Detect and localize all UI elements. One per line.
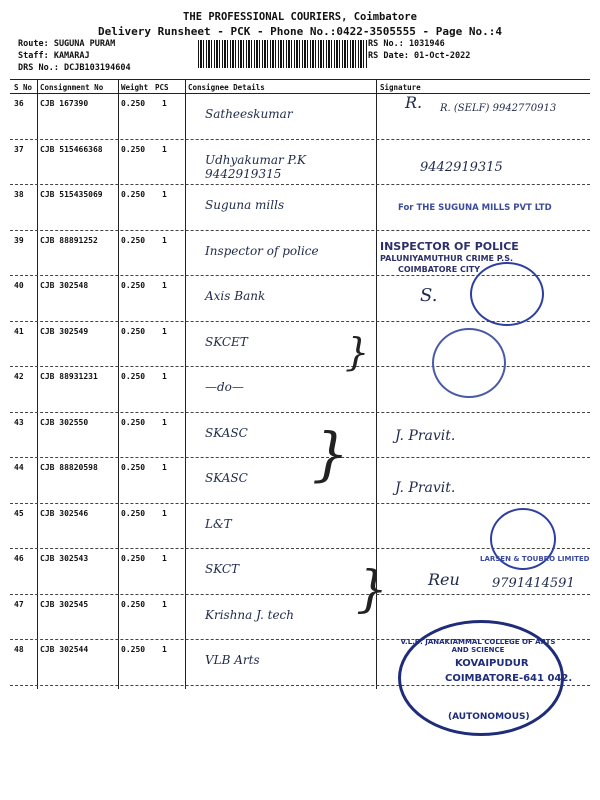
cell-pcs: 1 (162, 326, 167, 336)
cell-consignee: SKCET (205, 334, 248, 349)
cell-consignee: SKCT (205, 562, 240, 576)
col-consignment: Consignment No (40, 83, 104, 92)
cell-sno: 48 (14, 645, 24, 654)
table-top-border (10, 79, 590, 80)
col-pcs: PCS (155, 83, 169, 92)
cell-pcs: 1 (162, 554, 167, 563)
vlb-stamp-line1: KOVAIPUDUR (455, 658, 529, 669)
vlb-stamp-line2: COIMBATORE-641 042. (445, 673, 573, 684)
cell-weight: 0.250 (121, 281, 146, 290)
cell-consignment: CJB 302543 (40, 554, 89, 563)
row-divider (10, 412, 590, 413)
col-divider (185, 79, 186, 689)
axis-bank-seal (470, 262, 544, 326)
cell-pcs: 1 (162, 463, 167, 472)
cell-weight: 0.250 (121, 417, 146, 427)
cell-sno: 45 (14, 508, 24, 518)
route-label: Route: SUGUNA PURAM (18, 39, 116, 49)
cell-weight: 0.250 (121, 326, 146, 336)
cell-consignee: L&T (205, 516, 232, 531)
row-divider (10, 184, 590, 185)
brace-46-47: } (356, 560, 388, 618)
cell-consignment: CJB 88891252 (40, 235, 98, 245)
cell-pcs: 1 (162, 645, 167, 654)
cell-pcs: 1 (162, 599, 167, 609)
col-signature: Signature (380, 83, 421, 92)
signature-40: S. (420, 285, 438, 306)
cell-pcs: 1 (162, 190, 167, 199)
cell-consignee: Axis Bank (205, 289, 266, 303)
vlb-stamp-line3: (AUTONOMOUS) (448, 712, 530, 722)
col-divider (118, 79, 119, 689)
cell-consignment: CJB 302549 (40, 326, 89, 336)
cell-consignee: Inspector of police (205, 243, 319, 258)
police-stamp-line1: INSPECTOR OF POLICE (380, 240, 519, 253)
cell-consignee: SKASC (205, 471, 248, 485)
barcode (198, 40, 368, 68)
cell-weight: 0.250 (121, 144, 146, 154)
cell-sno: 42 (14, 372, 24, 381)
police-stamp-line2: PALUNIYAMUTHUR CRIME P.S. (380, 254, 514, 263)
cell-weight: 0.250 (121, 554, 146, 563)
col-sno: S No (14, 83, 33, 92)
police-stamp-line3: COIMBATORE CITY (398, 265, 481, 274)
drs-label: DRS No.: DCJB103194604 (18, 63, 131, 73)
cell-pcs: 1 (162, 508, 167, 518)
company-title: THE PROFESSIONAL COURIERS, Coimbatore (183, 11, 417, 23)
cell-sno: 36 (14, 99, 24, 108)
cell-consignment: CJB 302545 (40, 599, 89, 609)
cell-sno: 41 (14, 326, 24, 336)
signature-43: J. Pravit. (395, 428, 456, 444)
cell-sno: 37 (14, 144, 24, 154)
cell-pcs: 1 (162, 235, 167, 245)
vlb-stamp-name: V.L.B. JANAKIAMMAL COLLEGE OF ARTS AND SCIENCE (400, 638, 556, 654)
cell-weight: 0.250 (121, 599, 146, 609)
cell-consignment: CJB 88820598 (40, 463, 98, 472)
staff-label: Staff: KAMARAJ (18, 51, 90, 61)
cell-consignee: Udhyakumar P.K 9442919315 (205, 152, 306, 181)
cell-consignment: CJB 302550 (40, 417, 89, 427)
cell-pcs: 1 (162, 372, 167, 381)
suguna-stamp: For THE SUGUNA MILLS PVT LTD (398, 203, 552, 213)
row-divider (10, 457, 590, 458)
cell-pcs: 1 (162, 417, 167, 427)
rs-date: RS Date: 01-Oct-2022 (368, 51, 471, 61)
cell-consignee: SKASC (205, 425, 248, 440)
cell-weight: 0.250 (121, 645, 146, 654)
cell-consignment: CJB 88931231 (40, 372, 98, 381)
cell-consignee: Suguna mills (205, 198, 285, 212)
header-bottom-border (10, 93, 590, 94)
row-divider (10, 503, 590, 504)
cell-sno: 44 (14, 463, 24, 472)
row-divider (10, 139, 590, 140)
signature-46-phone: 9791414591 (492, 576, 575, 591)
signature-36-phone: R. (SELF) 9942770913 (440, 103, 557, 114)
cell-sno: 46 (14, 554, 24, 563)
cell-sno: 43 (14, 417, 24, 427)
lt-stamp-name: LARSEN & TOUBRO LIMITED (480, 555, 590, 563)
cell-consignment: CJB 302548 (40, 281, 89, 290)
cell-consignment: CJB 515435069 (40, 190, 103, 199)
cell-weight: 0.250 (121, 372, 146, 381)
skcet-seal (432, 328, 506, 398)
cell-weight: 0.250 (121, 190, 146, 199)
brace-41-42: } (345, 330, 370, 374)
cell-pcs: 1 (162, 144, 167, 154)
runsheet-subtitle: Delivery Runsheet - PCK - Phone No.:0422-3505555 - Page No.:4 (98, 25, 502, 38)
cell-consignment: CJB 302546 (40, 508, 89, 518)
cell-weight: 0.250 (121, 508, 146, 518)
cell-weight: 0.250 (121, 99, 146, 108)
col-divider (37, 79, 38, 689)
cell-consignee: Krishna J. tech (205, 607, 295, 622)
cell-sno: 38 (14, 190, 24, 199)
cell-weight: 0.250 (121, 463, 146, 472)
cell-sno: 40 (14, 281, 24, 290)
cell-consignee: Satheeskumar (205, 107, 293, 121)
brace-43-44: } (312, 420, 349, 488)
cell-consignment: CJB 167390 (40, 99, 89, 108)
cell-sno: 47 (14, 599, 24, 609)
cell-pcs: 1 (162, 99, 167, 108)
cell-consignee: —do— (205, 380, 244, 394)
signature-36: R. (405, 93, 423, 112)
cell-weight: 0.250 (121, 235, 146, 245)
row-divider (10, 594, 590, 595)
cell-consignment: CJB 302544 (40, 645, 89, 654)
signature-37-phone: 9442919315 (420, 160, 503, 175)
signature-44: J. Pravit. (395, 480, 456, 496)
col-consignee: Consignee Details (188, 83, 265, 92)
cell-consignment: CJB 515466368 (40, 144, 103, 154)
cell-pcs: 1 (162, 281, 167, 290)
rs-number: RS No.: 1031946 (368, 39, 445, 49)
cell-consignee: VLB Arts (205, 653, 260, 667)
col-weight: Weight (121, 83, 149, 92)
cell-sno: 39 (14, 235, 24, 245)
signature-46: Reu (428, 570, 460, 589)
row-divider (10, 230, 590, 231)
